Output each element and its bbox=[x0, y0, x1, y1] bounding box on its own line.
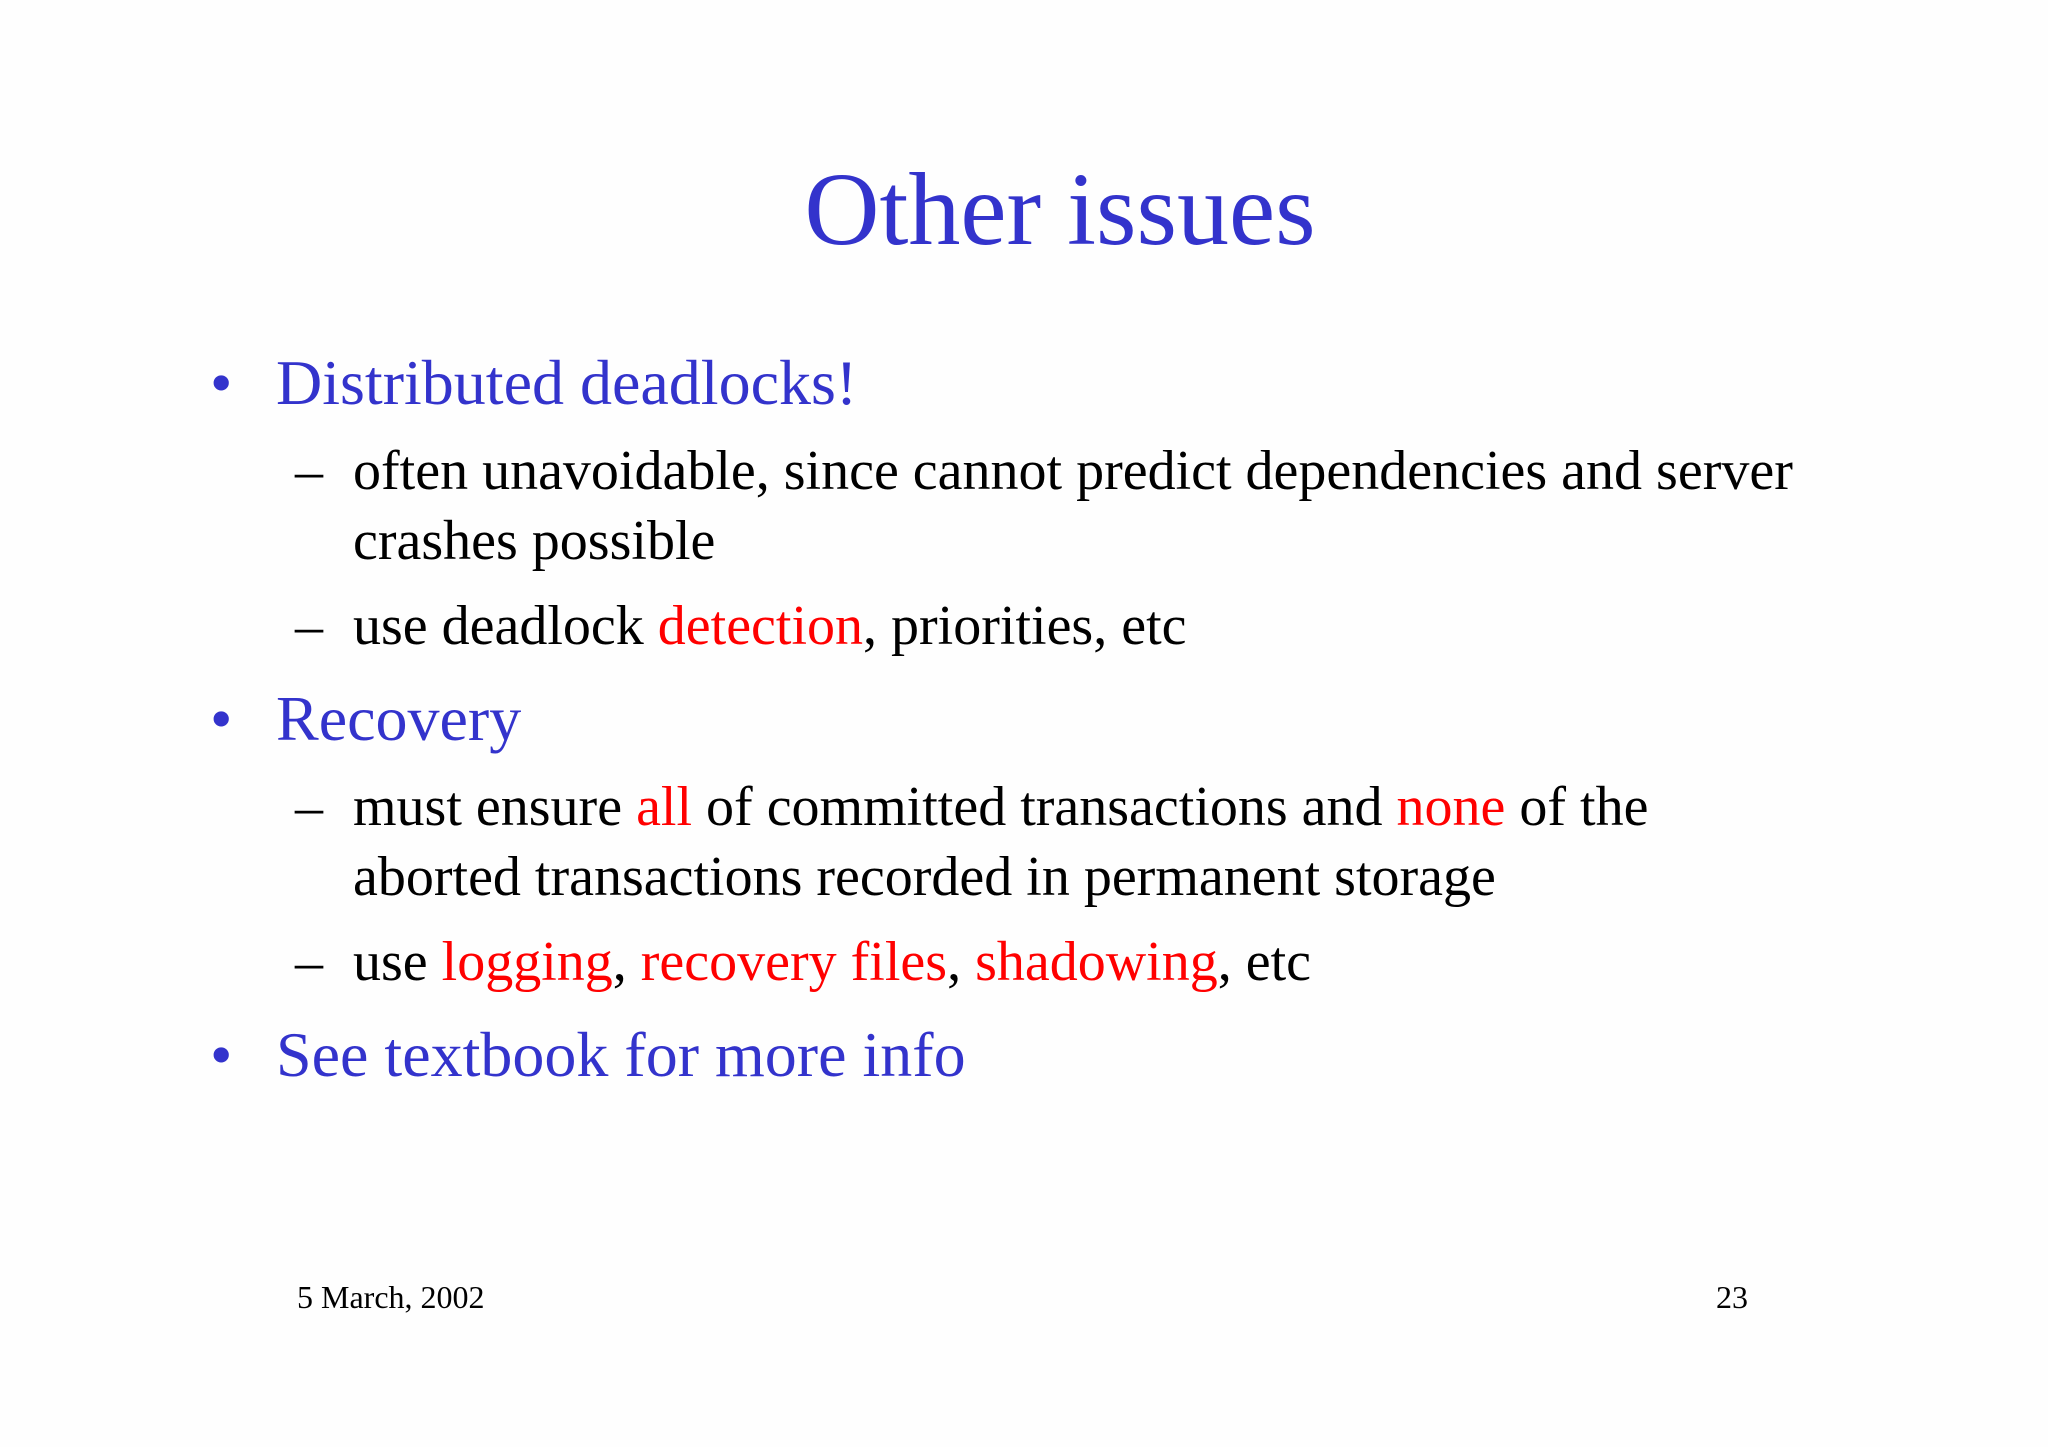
text-run: , bbox=[947, 931, 976, 993]
bullet-marker: • bbox=[210, 1019, 233, 1090]
bullet-text: See textbook for more info bbox=[276, 1019, 966, 1090]
highlight-recovery-files: recovery files bbox=[640, 931, 948, 993]
sub-item-text: often unavoidable, since cannot predict dependencies and server crashes possible bbox=[353, 440, 1793, 572]
highlight-none: none bbox=[1396, 776, 1506, 838]
text-run: must ensure bbox=[353, 776, 637, 838]
sub-item-text bbox=[353, 927, 1813, 997]
text-run: of the aborted transactions recorded in permanent storage bbox=[353, 776, 1649, 908]
highlight-shadowing: shadowing bbox=[975, 931, 1218, 993]
bullet-text: Distributed deadlocks! bbox=[276, 347, 858, 418]
text-run: , bbox=[612, 931, 641, 993]
bullet-marker: • bbox=[210, 683, 233, 754]
text-run: , etc bbox=[1217, 931, 1311, 993]
footer-page-number: 23 bbox=[1716, 1279, 1748, 1315]
highlight-all: all bbox=[636, 776, 693, 838]
dash-marker: – bbox=[295, 595, 323, 657]
text-run: , priorities, etc bbox=[863, 595, 1187, 657]
highlight-logging: logging bbox=[441, 931, 613, 993]
text-run: use deadlock bbox=[353, 595, 658, 657]
footer-date: 5 March, 2002 bbox=[297, 1279, 485, 1315]
highlight-detection: detection bbox=[657, 595, 864, 657]
sub-item-text bbox=[353, 772, 1813, 912]
dash-marker: – bbox=[295, 776, 323, 838]
dash-marker: – bbox=[295, 931, 323, 993]
sub-item-text bbox=[353, 591, 1813, 661]
text-run: use bbox=[353, 931, 442, 993]
slide-title: Other issues bbox=[804, 152, 1316, 267]
dash-marker: – bbox=[295, 440, 323, 502]
bullet-marker: • bbox=[210, 347, 233, 418]
text-run: of committed transactions and bbox=[692, 776, 1397, 838]
bullet-text: Recovery bbox=[276, 683, 522, 754]
